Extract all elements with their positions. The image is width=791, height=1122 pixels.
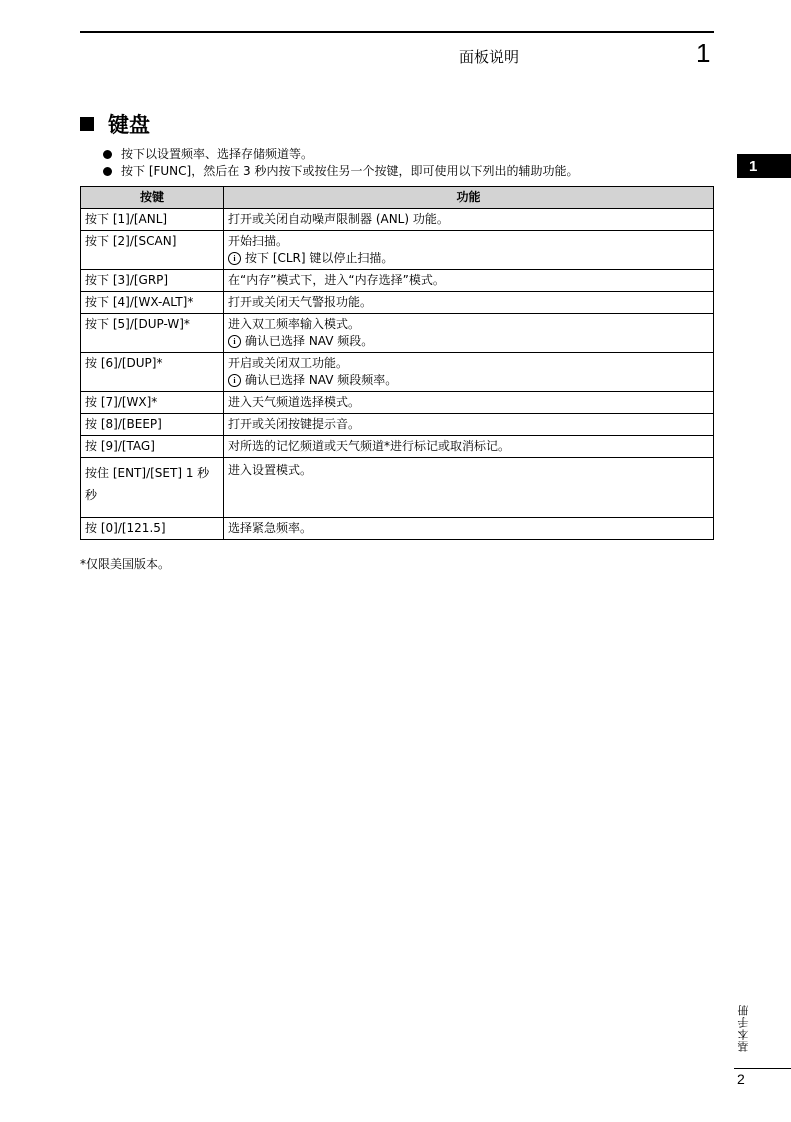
table-row [81, 518, 714, 540]
row-function-text: 开启或关闭双工功能。 [228, 356, 349, 370]
bullet-text: 按下以设置频率、选择存储频道等。 [121, 147, 314, 161]
row-key-text: 按 [6]/[DUP]* [85, 356, 163, 370]
table-header-row [81, 187, 714, 209]
footnote: *仅限美国版本。 [80, 557, 171, 571]
row-function [224, 518, 714, 540]
row-function-text: 打开或关闭天气警报功能。 [228, 295, 373, 309]
row-key-text: 按 [8]/[BEEP] [85, 417, 162, 431]
table-row [81, 270, 714, 292]
row-function [224, 270, 714, 292]
row-function-text: 进入天气频道选择模式。 [228, 395, 361, 409]
row-note [228, 250, 709, 267]
row-key [81, 353, 224, 392]
row-function [224, 414, 714, 436]
side-manual-label: 基本手册 [737, 1004, 750, 1052]
row-note [228, 333, 709, 350]
header-rule [80, 31, 714, 33]
row-key-text: 按下 [3]/[GRP] [85, 273, 169, 287]
row-key [81, 314, 224, 353]
row-function-text: 进入双工频率输入模式。 [228, 317, 361, 331]
table-row [81, 414, 714, 436]
bullet-item [103, 146, 579, 163]
info-circle-icon: i [228, 252, 241, 265]
section-title-text: 键盘 [108, 113, 150, 137]
row-key [81, 518, 224, 540]
row-key [81, 392, 224, 414]
row-function [224, 436, 714, 458]
row-function [224, 314, 714, 353]
bullet-dot-icon [103, 167, 112, 176]
bullet-dot-icon [103, 150, 112, 159]
row-function [224, 292, 714, 314]
bullet-list [103, 146, 579, 180]
table-row [81, 314, 714, 353]
row-function-text: 在“内存”模式下，进入“内存选择”模式。 [228, 273, 445, 287]
row-key [81, 436, 224, 458]
row-key-text: 按 [7]/[WX]* [85, 395, 158, 409]
row-note-text: 确认已选择 NAV 频段频率。 [245, 373, 398, 387]
row-key-text: 按下 [4]/[WX-ALT]* [85, 295, 194, 309]
row-key-text: 按下 [5]/[DUP-W]* [85, 317, 190, 331]
bullet-text: 按下 [FUNC]，然后在 3 秒内按下或按住另一个按键，即可使用以下列出的辅助功能。 [121, 164, 579, 178]
page-number: 2 [737, 1071, 745, 1087]
row-key [81, 209, 224, 231]
row-key [81, 458, 224, 518]
table-row [81, 292, 714, 314]
section-heading [80, 109, 150, 139]
row-note-text: 按下 [CLR] 键以停止扫描。 [245, 251, 394, 265]
row-function-text: 对所选的记忆频道或天气频道*进行标记或取消标记。 [228, 439, 511, 453]
row-key-text: 按住 [ENT]/[SET] 1 秒秒 [85, 466, 210, 502]
footer-rule [734, 1068, 791, 1069]
table-row [81, 458, 714, 518]
info-circle-icon: i [228, 374, 241, 387]
row-function-text: 选择紧急频率。 [228, 521, 313, 535]
key-function-table [80, 186, 714, 540]
header-function: 功能 [224, 187, 714, 209]
row-key [81, 414, 224, 436]
row-function [224, 209, 714, 231]
row-function-text: 打开或关闭按键提示音。 [228, 417, 361, 431]
row-key [81, 292, 224, 314]
table-row [81, 231, 714, 270]
row-key [81, 270, 224, 292]
row-key-text: 按下 [2]/[SCAN] [85, 234, 177, 248]
row-function-text: 进入设置模式。 [228, 463, 313, 477]
header-key: 按键 [81, 187, 224, 209]
row-key-text: 按下 [1]/[ANL] [85, 212, 168, 226]
row-key-text: 按 [0]/[121.5] [85, 521, 166, 535]
row-key [81, 231, 224, 270]
row-function [224, 231, 714, 270]
row-function [224, 353, 714, 392]
row-function [224, 458, 714, 518]
page-header-title: 面板说明 [459, 48, 520, 66]
bullet-item [103, 163, 579, 180]
table-row [81, 392, 714, 414]
row-function-text: 开始扫描。 [228, 234, 289, 248]
row-function [224, 392, 714, 414]
row-note-text: 确认已选择 NAV 频段。 [245, 334, 374, 348]
square-bullet-icon [80, 117, 94, 131]
row-function-text: 打开或关闭自动噪声限制器 (ANL) 功能。 [228, 212, 449, 226]
table-row [81, 353, 714, 392]
table-row [81, 436, 714, 458]
row-key-text: 按 [9]/[TAG] [85, 439, 155, 453]
row-note [228, 372, 709, 389]
chapter-side-tab: 1 [737, 154, 791, 178]
table-row [81, 209, 714, 231]
info-circle-icon: i [228, 335, 241, 348]
chapter-number: 1 [696, 38, 711, 68]
